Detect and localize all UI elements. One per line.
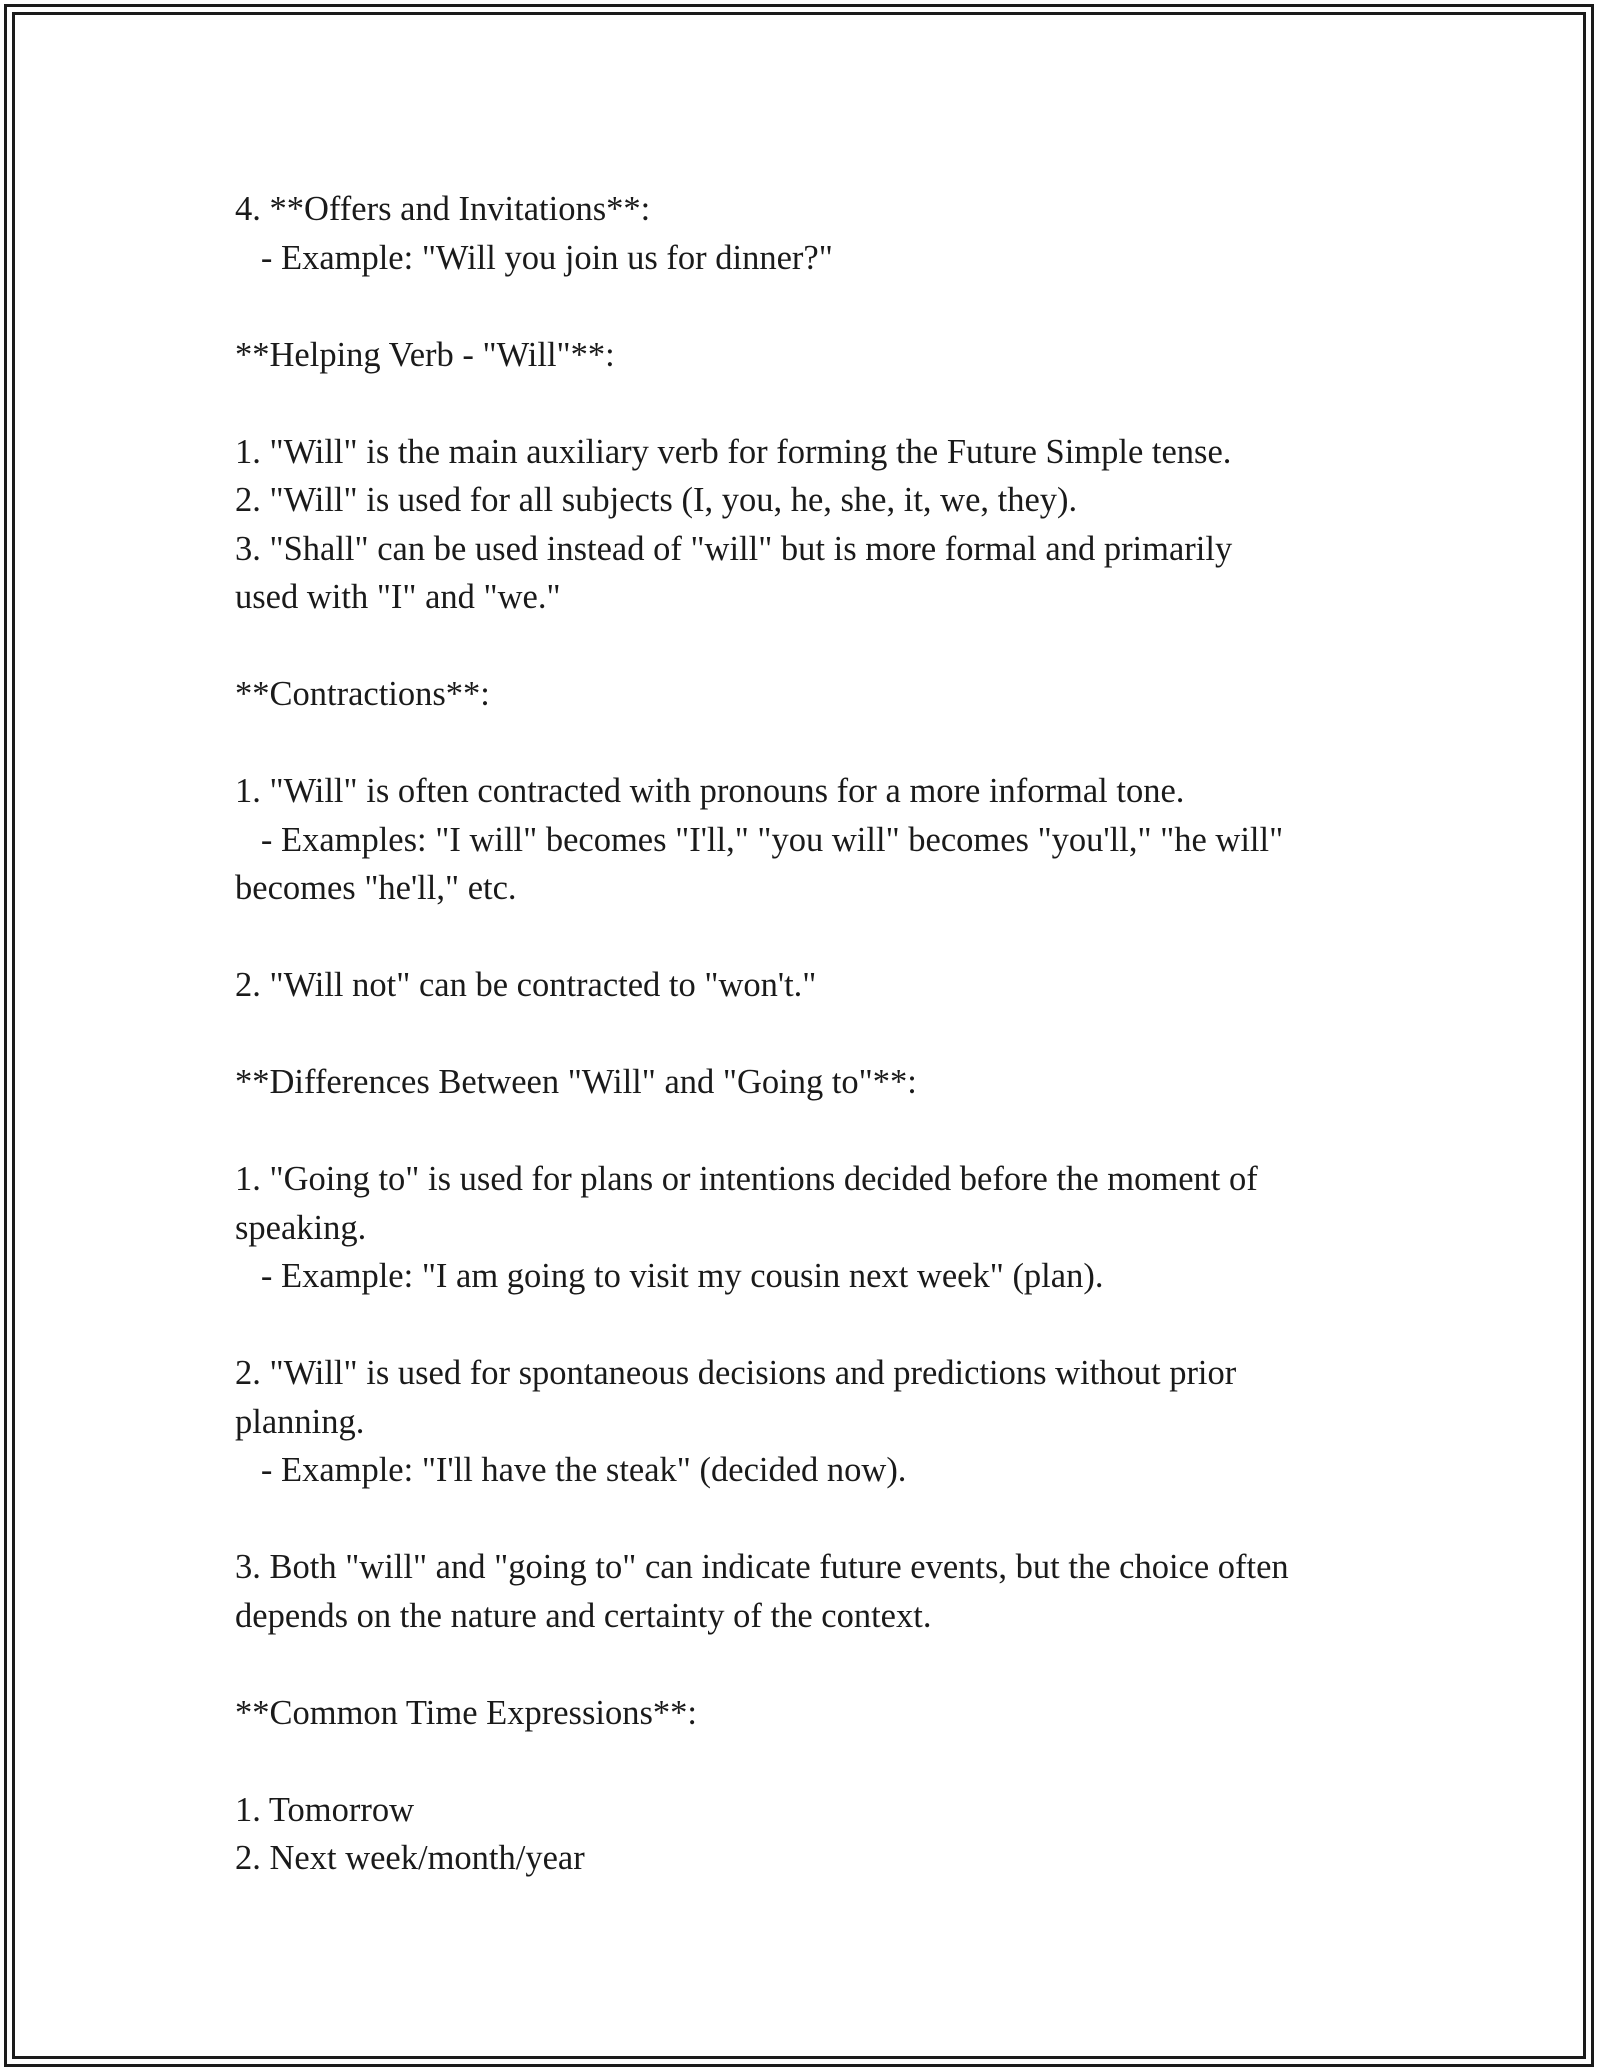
differences-example-2: - Example: "I'll have the steak" (decided now). [235,1451,907,1489]
differences-item-3: 3. Both "will" and "going to" can indicate future events, but the choice often [235,1548,1289,1586]
differences-item-2-cont: planning. [235,1402,365,1441]
differences-item-1-cont: speaking. [235,1208,367,1247]
section-heading-differences: **Differences Between "Will" and "Going to"**: [235,1063,917,1101]
differences-item-1: 1. "Going to" is used for plans or intentions decided before the moment of [235,1160,1258,1198]
blank-line [235,1737,1375,1786]
contractions-examples-cont: becomes "he'll," etc. [235,869,517,907]
blank-line [235,1010,1375,1059]
blank-line [235,379,1375,428]
blank-line [235,1640,1375,1689]
blank-line [235,282,1375,331]
blank-line [235,1301,1375,1350]
list-item-offers-heading: 4. **Offers and Invitations**: [235,190,651,228]
time-expression-item-1: 1. Tomorrow [235,1790,415,1829]
blank-line [235,622,1375,671]
contractions-item-1: 1. "Will" is often contracted with pronouns for a more informal tone. [235,772,1185,810]
blank-line [235,913,1375,962]
blank-line [235,1107,1375,1156]
blank-line [235,1495,1375,1544]
example-offers: - Example: "Will you join us for dinner?" [235,238,833,277]
differences-example-1: - Example: "I am going to visit my cousin next week" (plan). [235,1257,1104,1295]
document-body [235,185,1375,1883]
differences-item-2: 2. "Will" is used for spontaneous decisions and predictions without prior [235,1354,1237,1392]
helping-verb-item-1: 1. "Will" is the main auxiliary verb for forming the Future Simple tense. [235,432,1232,471]
blank-line [235,719,1375,768]
contractions-examples: - Examples: "I will" becomes "I'll," "you will" becomes "you'll," "he will" [235,820,1284,859]
helping-verb-item-3: 3. "Shall" can be used instead of "will" but is more formal and primarily [235,529,1233,568]
differences-item-3-cont: depends on the nature and certainty of the context. [235,1596,932,1635]
section-heading-time-expressions: **Common Time Expressions**: [235,1693,697,1732]
helping-verb-item-3-cont: used with "I" and "we." [235,578,561,616]
contractions-item-2: 2. "Will not" can be contracted to "won't." [235,966,817,1004]
time-expression-item-2: 2. Next week/month/year [235,1839,585,1877]
helping-verb-item-2: 2. "Will" is used for all subjects (I, you, he, she, it, we, they). [235,481,1078,519]
section-heading-contractions: **Contractions**: [235,675,490,713]
section-heading-helping-verb: **Helping Verb - "Will"**: [235,335,615,374]
